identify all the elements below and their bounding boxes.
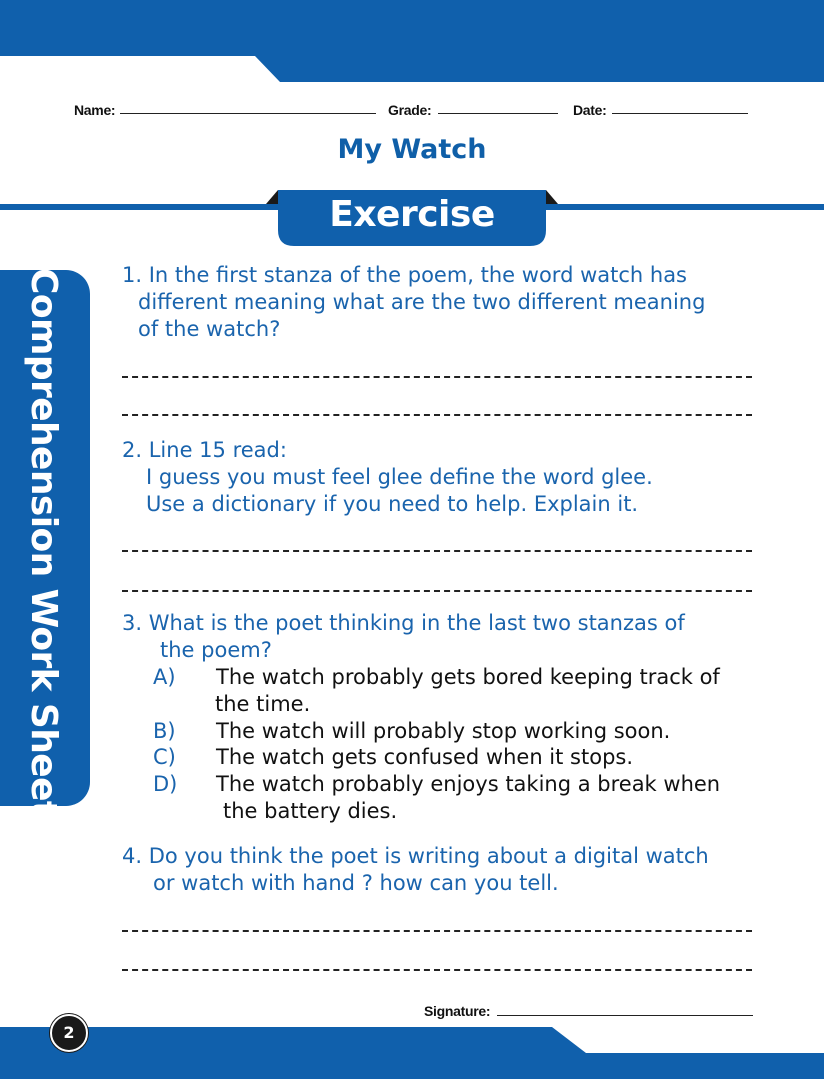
option-c-line-1: The watch gets confused when it stops. xyxy=(216,745,634,769)
grade-field[interactable] xyxy=(438,113,558,114)
question-1-number: 1. xyxy=(122,263,143,287)
exercise-label: Exercise xyxy=(329,194,495,235)
option-b-letter: B) xyxy=(153,719,176,743)
question-2-number: 2. xyxy=(122,438,143,462)
question-1-line-3: of the watch? xyxy=(138,317,281,341)
option-c-letter: C) xyxy=(153,745,176,769)
option-c[interactable] xyxy=(153,744,763,771)
answer-2-line-1[interactable] xyxy=(122,550,752,552)
answer-2-line-2[interactable] xyxy=(122,590,752,592)
date-field[interactable] xyxy=(612,113,748,114)
question-4 xyxy=(122,843,709,897)
page-number-badge: 2 xyxy=(50,1014,88,1052)
question-3-number: 3. xyxy=(122,611,143,635)
answer-1-line-1[interactable] xyxy=(122,376,752,378)
name-field[interactable] xyxy=(120,113,376,114)
answer-4-line-2[interactable] xyxy=(122,969,752,971)
question-3 xyxy=(122,610,685,664)
question-2-line-2: I guess you must feel glee define the word glee. xyxy=(146,465,653,489)
question-1-line-2: different meaning what are the two different meaning xyxy=(138,290,706,314)
question-2 xyxy=(122,437,653,518)
worksheet-title: My Watch xyxy=(337,134,487,165)
question-3-line-2: the poem? xyxy=(160,638,272,662)
name-label: Name: xyxy=(74,102,116,118)
option-d[interactable] xyxy=(153,771,763,825)
answer-1-line-2[interactable] xyxy=(122,414,752,416)
signature-field[interactable] xyxy=(497,1015,753,1016)
question-1-line-1: In the first stanza of the poem, the word watch has xyxy=(148,263,688,287)
option-d-letter: D) xyxy=(153,772,178,796)
top-header-band xyxy=(0,0,824,82)
question-4-line-1: Do you think the poet is writing about a digital watch xyxy=(148,844,709,868)
date-label: Date: xyxy=(573,102,607,118)
question-2-line-1: Line 15 read: xyxy=(148,438,287,462)
option-a-line-1: The watch probably gets bored keeping track of xyxy=(216,665,720,689)
option-a-line-2: the time. xyxy=(215,692,311,716)
signature-label: Signature: xyxy=(424,1003,491,1019)
option-b[interactable] xyxy=(153,718,763,745)
side-tab-label: Comprehension Work Sheet 4 xyxy=(23,268,64,854)
answer-4-line-1[interactable] xyxy=(122,930,752,932)
question-2-line-3: Use a dictionary if you need to help. Explain it. xyxy=(146,492,639,516)
question-4-number: 4. xyxy=(122,844,143,868)
option-d-line-1: The watch probably enjoys taking a break when xyxy=(216,772,721,796)
bottom-footer-band xyxy=(0,1025,824,1079)
question-1 xyxy=(122,262,705,343)
grade-label: Grade: xyxy=(388,102,432,118)
option-a-letter: A) xyxy=(153,665,176,689)
option-d-line-2: the battery dies. xyxy=(223,799,398,823)
question-3-line-1: What is the poet thinking in the last two stanzas of xyxy=(148,611,685,635)
option-b-line-1: The watch will probably stop working soon. xyxy=(216,719,671,743)
option-a[interactable] xyxy=(153,664,763,718)
question-4-line-2: or watch with hand ? how can you tell. xyxy=(153,871,559,895)
